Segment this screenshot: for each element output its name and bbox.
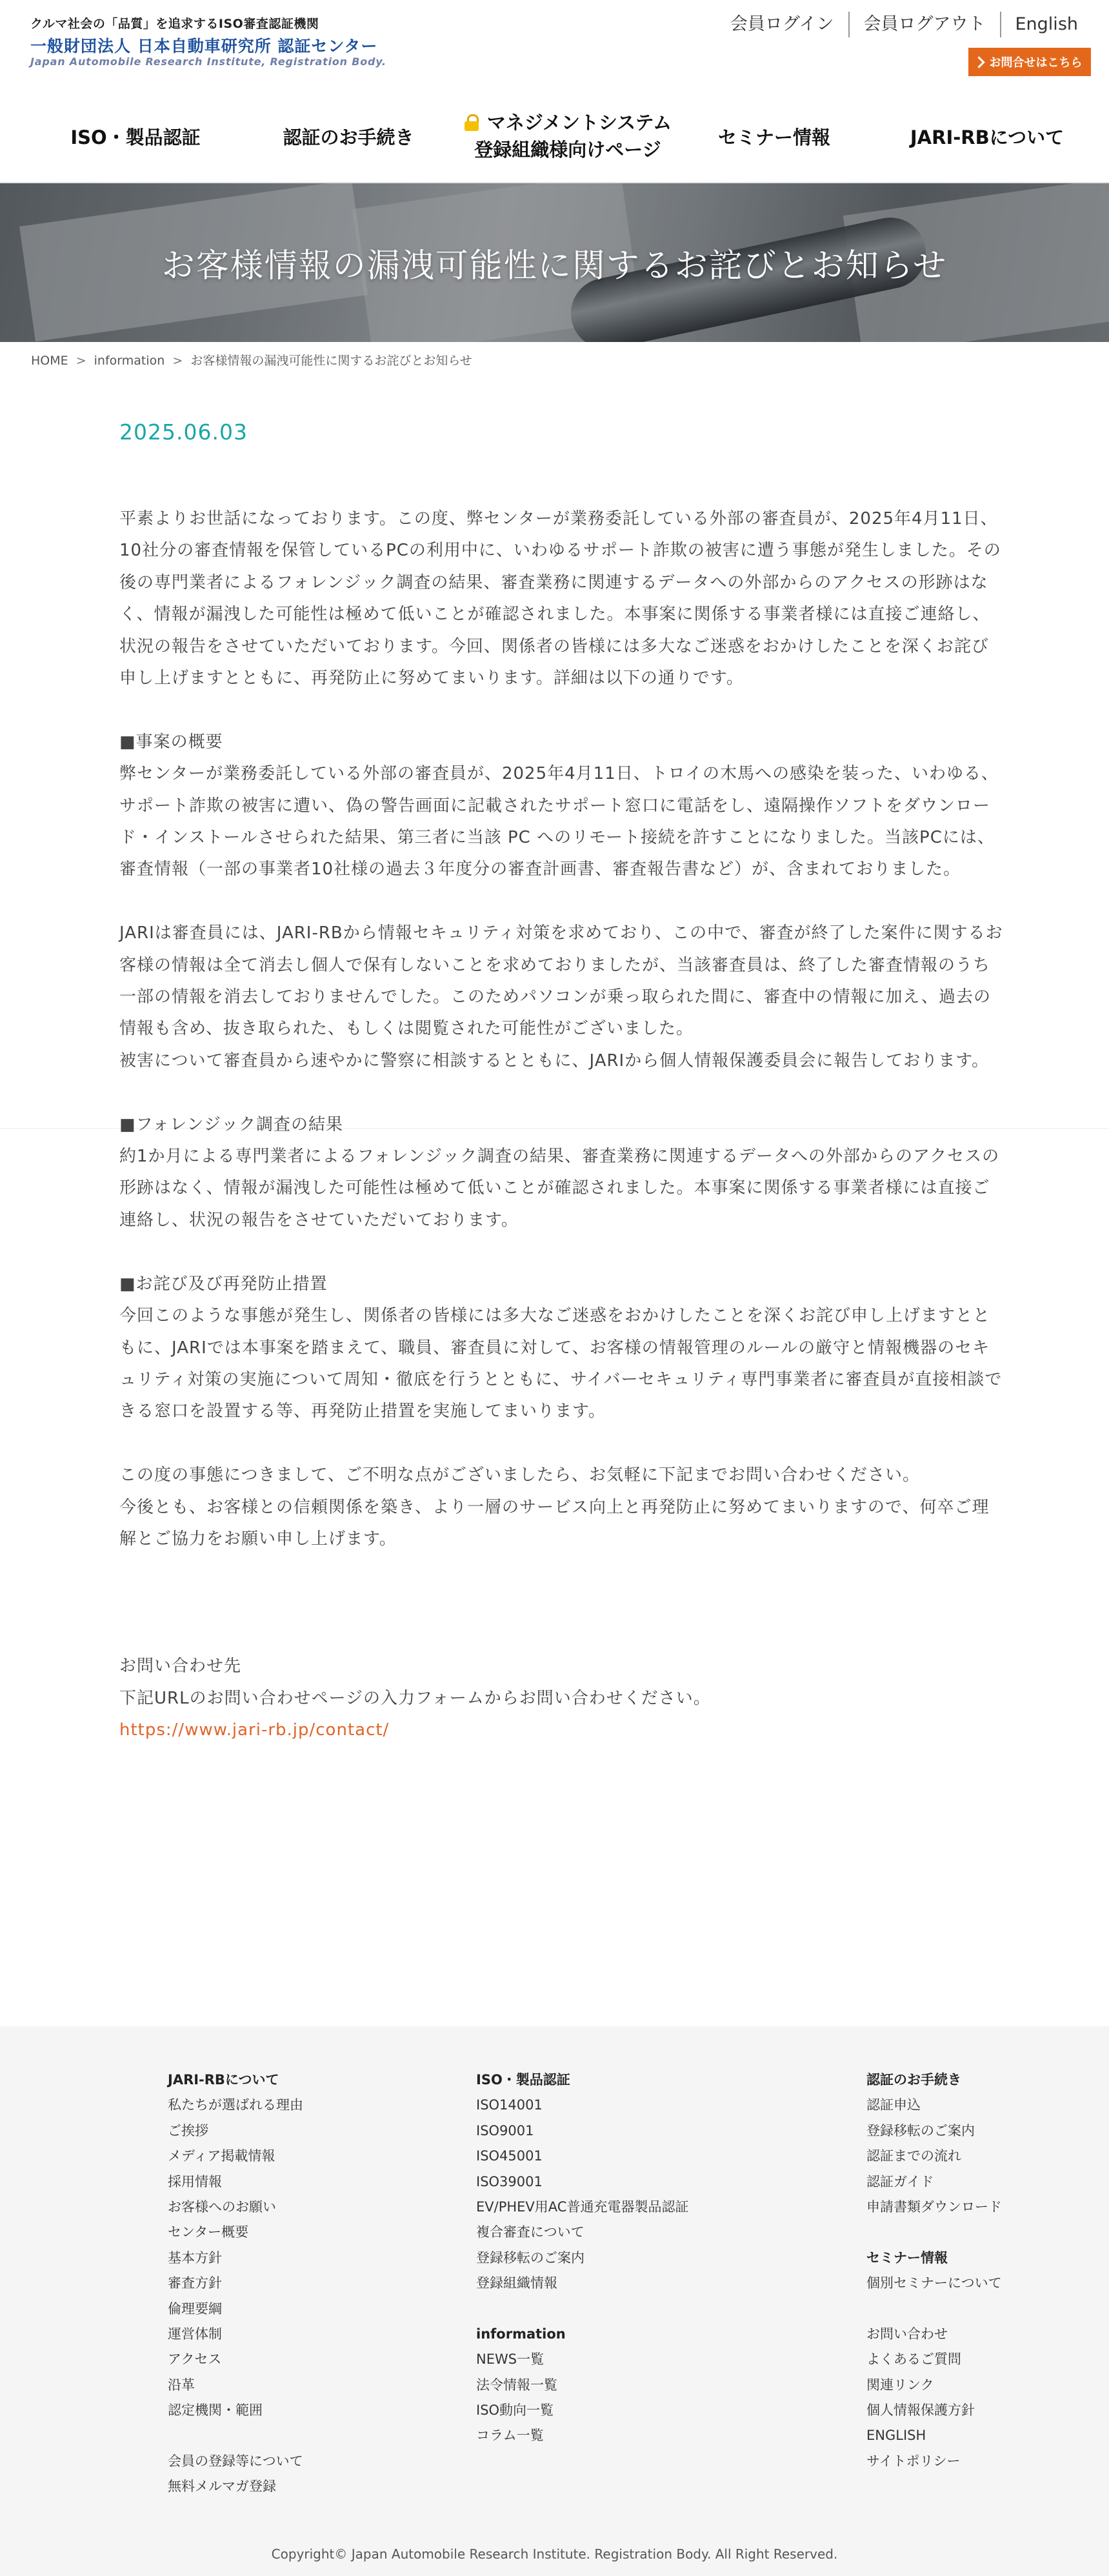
site-logo[interactable] [30,12,386,70]
footer-link[interactable]: コラム一覧 [476,2428,544,2444]
article-body [119,503,1003,1747]
footer-link[interactable]: 運営体制 [168,2326,222,2342]
footer-link[interactable]: 関連リンク [866,2377,934,2393]
english-link[interactable]: English [1000,12,1079,37]
footer-link[interactable]: 認証申込 [866,2097,921,2113]
article-overview-text: 弊センターが業務委託している外部の審査員が、2025年4月11日、トロイの木馬への感染を装った、いわゆる、サポート詐欺の被害に遭い、偽の警告画面に記載されたサポート窓口に電話をし、遠隔操作ソフトをダウンロード・インストールさせられた結果、第三者に当該 PC へのリモート接続を許すことになりました。当該PCには、審査情報（一部の事業者10社様の過去３年度分の審査計画書、審査報告書など）が、含まれておりました。 [119,764,999,880]
article-report-text: 被害について審査員から速やかに警察に相談するとともに、JARIから個人情報保護委員会に報告しております。 [119,1051,990,1071]
breadcrumb-separator: > [172,354,183,368]
nav-iso-certification[interactable]: ISO・製品認証 [70,126,201,148]
footer-link[interactable]: ISO14001 [476,2097,543,2113]
footer-link[interactable]: 審査方針 [168,2275,222,2291]
nav-ms-line1-text: マネジメントシステム [486,112,672,134]
footer-column-about [168,2068,303,2500]
article-closing-1: この度の事態につきまして、ご不明な点がございましたら、お気軽に下記までお問い合わせください。 [119,1465,920,1485]
footer-link[interactable]: 登録移転のご案内 [476,2249,584,2266]
footer-link[interactable]: ISO動向一覧 [476,2402,554,2419]
nav-ms-line2: 登録組織様向けページ [474,139,661,161]
lock-icon [464,114,479,131]
breadcrumb [31,351,472,368]
footer-link[interactable]: ISO45001 [476,2148,543,2164]
contact-text: 下記URLのお問い合わせページの入力フォームからお問い合わせください。 [119,1688,711,1708]
nav-management-system-members[interactable] [445,90,690,182]
article-forensic-text: 約1か月による専門業者によるフォレンジック調査の結果、審査業務に関連するデータへの外部からのアクセスの形跡はなく、情報が漏洩した可能性は極めて低いことが確認されました。本事案に関係する事業者様には直接ご連絡し、状況の報告をさせていただいております。 [119,1147,1000,1230]
site-footer [0,2026,1109,2576]
page-title: お客様情報の漏洩可能性に関するお詫びとお知らせ [161,247,948,285]
nav-certification-procedures[interactable]: 認証のお手続き [283,126,414,148]
footer-link[interactable]: 個人情報保護方針 [866,2402,975,2419]
footer-link[interactable]: 採用情報 [168,2173,222,2189]
article-intro: 平素よりお世話になっております。この度、弊センターが業務委託している外部の審査員が、2025年4月11日、10社分の審査情報を保管しているPCの利用中に、いわゆるサポート詐欺の被害に遭う事態が発生しました。その後の専門業者によるフォレンジック調査の結果、審査業務に関連するデータへの外部からのアクセスの形跡はなく、情報が漏洩した可能性は極めて低いことが確認されました。本事案に関係する事業者様には直接ご連絡し、状況の報告をさせていただいております。今回、関係者の皆様には多大なご迷惑をおかけしたことを深くお詫び申し上げますとともに、再発防止に努めてまいります。詳細は以下の通りです。 [119,509,1001,689]
contact-button[interactable] [968,48,1091,76]
footer-link[interactable]: 基本方針 [168,2249,222,2266]
logo-org-name: 一般財団法人 日本自動車研究所 認証センター [30,37,378,55]
footer-heading-iso[interactable]: ISO・製品認証 [476,2072,570,2088]
contact-heading: お問い合わせ先 [119,1656,242,1676]
footer-heading-seminar[interactable]: セミナー情報 [866,2249,948,2266]
footer-heading-procedures[interactable]: 認証のお手続き [866,2072,961,2088]
footer-link[interactable]: 認定機関・範囲 [168,2402,263,2419]
footer-link[interactable]: 登録組織情報 [476,2275,557,2291]
breadcrumb-home[interactable]: HOME [31,354,68,368]
site-header [0,0,1109,92]
footer-column-procedures [866,2068,1002,2474]
logo-org-name-en: Japan Automobile Research Institute, Registration Body. [30,55,386,68]
footer-link[interactable]: ENGLISH [866,2428,926,2444]
section-heading-overview: ■事案の概要 [119,732,223,752]
section-heading-forensic: ■フォレンジック調査の結果 [119,1114,343,1134]
footer-link[interactable]: 登録移転のご案内 [866,2122,975,2138]
footer-link[interactable]: ISO9001 [476,2122,534,2138]
footer-link[interactable]: 申請書類ダウンロード [866,2199,1002,2215]
copyright: Copyright© Japan Automobile Research Institute. Registration Body. All Right Reserved. [271,2546,838,2562]
footer-link[interactable]: ご挨拶 [168,2122,208,2138]
footer-link[interactable]: ISO39001 [476,2173,543,2189]
nav-seminar-info[interactable]: セミナー情報 [717,126,830,148]
member-logout-link[interactable]: 会員ログアウト [848,12,1000,37]
footer-link[interactable]: 法令情報一覧 [476,2377,557,2393]
footer-link[interactable]: 複合審査について [476,2224,584,2240]
footer-link[interactable]: EV/PHEV用AC普通充電器製品認証 [476,2199,689,2215]
footer-link[interactable]: 認証ガイド [866,2173,934,2189]
footer-link[interactable]: 会員の登録等について [168,2453,303,2469]
member-login-link[interactable]: 会員ログイン [730,14,834,34]
breadcrumb-current: お客様情報の漏洩可能性に関するお詫びとお知らせ [190,354,472,368]
article-jari-text: JARIは審査員には、JARI-RBから情報セキュリティ対策を求めており、この中で、審査が終了した案件に関するお客様の情報は全て消去し個人で保有しないことを求めておりましたが、当該審査員は、終了した審査情報のうち一部の情報を消去しておりませんでした。このためパソコンが乗っ取られた間に、審査中の情報に加え、過去の情報も含め、抜き取られた、もしくは閲覧された可能性がございました。 [119,923,1003,1039]
footer-link[interactable]: お客様へのお願い [168,2199,276,2215]
footer-link[interactable]: 無料メルマガ登録 [168,2479,276,2495]
footer-link[interactable]: サイトポリシー [866,2453,961,2469]
header-links [716,12,1078,37]
global-nav [0,90,1109,183]
contact-url-link[interactable]: https://www.jari-rb.jp/contact/ [119,1720,390,1740]
footer-link[interactable]: NEWS一覧 [476,2351,545,2368]
footer-link[interactable]: 認証までの流れ [866,2148,961,2164]
footer-link[interactable]: センター概要 [168,2224,249,2240]
footer-heading-about[interactable]: JARI-RBについて [168,2072,279,2088]
post-date: 2025.06.03 [119,419,248,445]
footer-column-iso [476,2068,688,2449]
footer-link[interactable]: 私たちが選ばれる理由 [168,2097,303,2113]
footer-link[interactable]: アクセス [168,2351,222,2368]
footer-link[interactable]: 沿革 [168,2377,195,2393]
contact-button-label: お問合せはこちら [989,56,1083,70]
footer-link[interactable]: メディア掲載情報 [168,2148,275,2164]
article-closing-2: 今後とも、お客様との信頼関係を築き、より一層のサービス向上と再発防止に努めてまいりますので、何卒ご理解とご協力をお願い申し上げます。 [119,1497,990,1549]
article-apology-text: 今回このような事態が発生し、関係者の皆様には多大なご迷惑をおかけしたことを深くお詫び申し上げますとともに、JARIでは本事案を踏まえて、職員、審査員に対して、お客様の情報管理のルールの厳守と情報機器のセキュリティ対策の実施について周知・徹底を行うとともに、サイバーセキュリティ専門事業者に審査員が直接相談できる窓口を設置する等、再発防止措置を実施してまいります。 [119,1306,1003,1422]
article [119,413,1003,1747]
breadcrumb-separator: > [75,354,86,368]
chevron-right-icon [973,56,984,68]
nav-about-jari-rb[interactable]: JARI-RBについて [910,126,1064,148]
breadcrumb-information[interactable]: information [94,354,165,368]
footer-link[interactable]: よくあるご質問 [866,2351,961,2368]
nav-ms-line1 [464,109,672,136]
footer-link[interactable]: 個別セミナーについて [866,2275,1002,2291]
footer-link[interactable]: お問い合わせ [866,2326,948,2342]
footer-link[interactable]: 倫理要綱 [168,2300,222,2317]
section-heading-apology: ■お詫び及び再発防止措置 [119,1274,328,1294]
logo-tagline: クルマ社会の「品質」を追求するISO審査認証機関 [30,17,319,31]
footer-heading-information[interactable]: information [476,2326,566,2342]
hero-banner [0,183,1109,342]
